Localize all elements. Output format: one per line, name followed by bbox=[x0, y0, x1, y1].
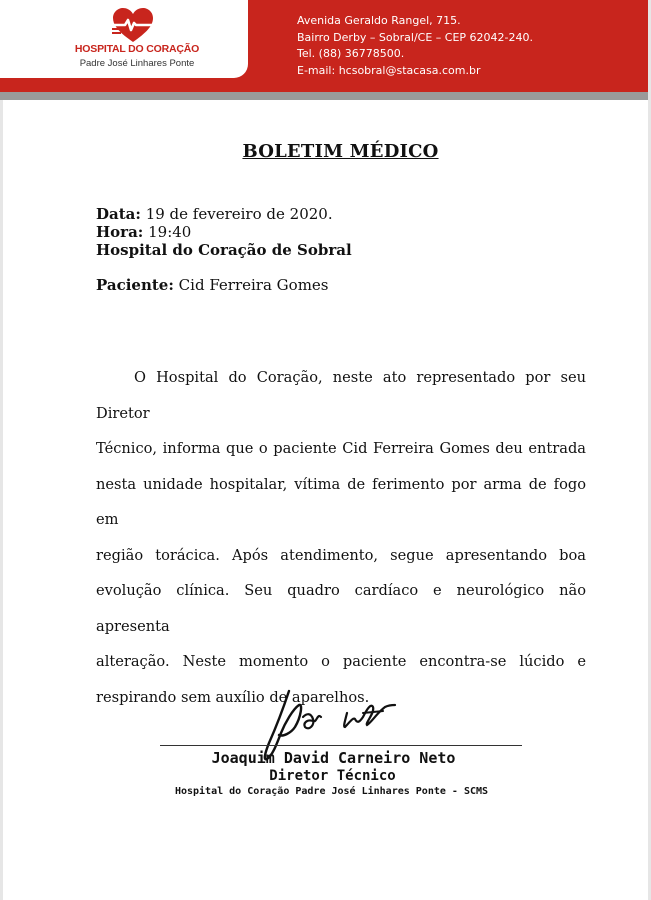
logo-panel bbox=[0, 0, 248, 78]
body-line: alteração. Neste momento o paciente encontra-se lúcido e bbox=[96, 653, 586, 670]
address-phone: Tel. (88) 36778500. bbox=[297, 47, 405, 60]
body-line: Técnico, informa que o paciente Cid Ferreira Gomes deu entrada bbox=[96, 440, 586, 457]
patient-label: Paciente: bbox=[96, 276, 174, 294]
body-line: respirando sem auxílio de aparelhos. bbox=[96, 688, 370, 706]
document-title: BOLETIM MÉDICO bbox=[242, 141, 439, 162]
body-line: O Hospital do Coração, neste ato representado por seu Diretor bbox=[96, 369, 586, 422]
time-value: 19:40 bbox=[148, 223, 192, 241]
body-line: região torácica. Após atendimento, segue apresentando boa bbox=[96, 546, 586, 564]
address-district: Bairro Derby – Sobral/CE – CEP 62042-240. bbox=[297, 30, 533, 44]
patient-line bbox=[96, 276, 329, 294]
signatory-organization: Hospital do Coração Padre José Linhares Ponte - SCMS bbox=[174, 786, 489, 797]
logo-title: HOSPITAL DO CORAÇÃO bbox=[74, 43, 200, 55]
address-street: Avenida Geraldo Rangel, 715. bbox=[297, 14, 461, 27]
patient-value: Cid Ferreira Gomes bbox=[178, 276, 329, 294]
date-value: 19 de fevereiro de 2020. bbox=[145, 205, 333, 223]
body-line: evolução clínica. Seu quadro cardíaco e neurológico não apresenta bbox=[96, 582, 586, 635]
signature-line bbox=[160, 745, 522, 746]
logo-subtitle: Padre José Linhares Ponte bbox=[79, 58, 195, 69]
address-email: E-mail: hcsobral@stacasa.com.br bbox=[297, 63, 481, 77]
hospital-name: Hospital do Coração de Sobral bbox=[96, 241, 352, 259]
time-label: Hora: bbox=[96, 223, 144, 241]
bulletin-body bbox=[96, 360, 586, 715]
letterhead-gray-band bbox=[0, 92, 648, 100]
heart-logo-icon bbox=[112, 8, 154, 44]
signatory-name: Joaquim David Carneiro Neto bbox=[211, 749, 456, 767]
time-line bbox=[96, 223, 191, 241]
hospital-address bbox=[297, 13, 637, 79]
signatory-role: Diretor Técnico bbox=[269, 768, 396, 784]
date-line bbox=[96, 205, 333, 223]
date-label: Data: bbox=[96, 205, 141, 223]
hospital-line bbox=[96, 241, 352, 259]
body-line: nesta unidade hospitalar, vítima de ferimento por arma de fogo em bbox=[96, 475, 586, 528]
